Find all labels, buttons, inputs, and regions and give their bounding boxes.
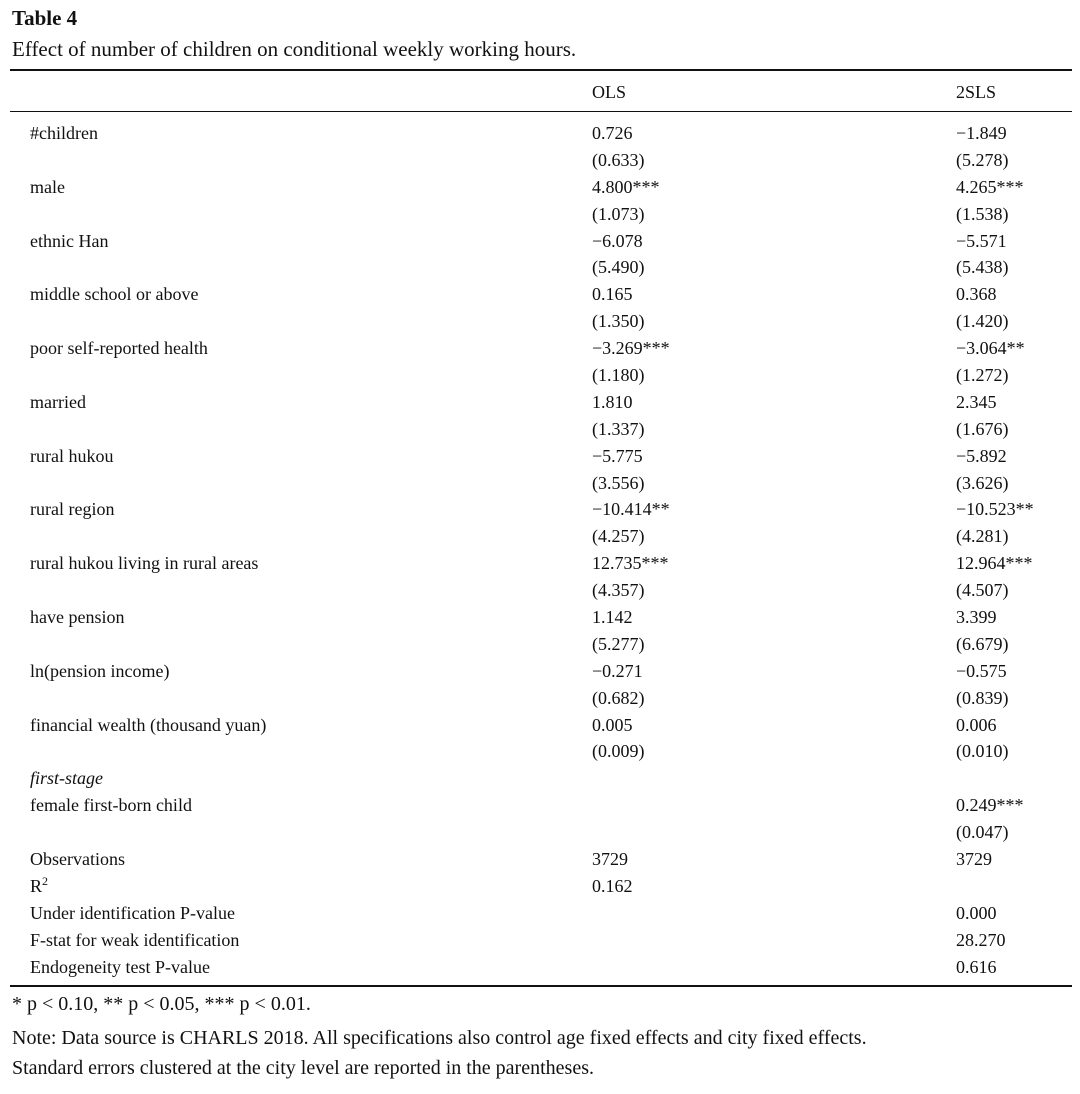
ols-cell: (4.257) [592, 526, 645, 547]
2sls-cell: −5.892 [956, 445, 1007, 466]
ols-cell: 0.165 [592, 284, 633, 305]
table-row [10, 658, 1072, 685]
2sls-cell: 0.006 [956, 714, 997, 735]
superscript: 2 [42, 873, 49, 888]
table-row [10, 685, 1072, 712]
row-label: #children [30, 123, 98, 143]
ols-cell: (5.277) [592, 633, 645, 654]
2sls-cell: (3.626) [956, 472, 1009, 493]
table-row [10, 631, 1072, 658]
ols-cell: 0.162 [592, 875, 633, 896]
row-label: $R^2$ [30, 873, 49, 896]
row-label: Endogeneity test P-value [30, 956, 210, 977]
row-label: have pension [30, 607, 125, 628]
bottom-rule [10, 985, 1072, 987]
2sls-cell: −1.849 [956, 123, 1007, 143]
2sls-cell: 12.964*** [956, 553, 1033, 574]
table-row [10, 443, 1072, 470]
row-label: male [30, 176, 65, 197]
ols-cell: 0.726 [592, 123, 633, 143]
column-header-2sls: 2SLS [956, 82, 997, 102]
table-row [10, 470, 1072, 497]
table-row [10, 416, 1072, 443]
ols-cell: (1.350) [592, 311, 645, 332]
ols-cell: −3.269*** [592, 338, 670, 359]
table-row [10, 927, 1072, 954]
row-label: Under identification P-value [30, 902, 235, 923]
2sls-cell: 2.345 [956, 391, 997, 412]
significance-footnote: * p < 0.10, ** p < 0.05, *** p < 0.01. [12, 993, 311, 1015]
table-row [10, 335, 1072, 362]
ols-cell: 0.005 [592, 714, 633, 735]
2sls-cell: (6.679) [956, 633, 1009, 654]
table-row [10, 281, 1072, 308]
2sls-cell: 0.000 [956, 902, 997, 923]
ols-cell: (4.357) [592, 580, 645, 601]
row-label: financial wealth (thousand yuan) [30, 714, 267, 735]
table-row [10, 873, 1072, 900]
ols-cell: (1.337) [592, 418, 645, 439]
2sls-cell: 0.616 [956, 956, 997, 977]
row-label: rural hukou living in rural areas [30, 553, 259, 574]
ols-cell: (3.556) [592, 472, 645, 493]
table-row [10, 792, 1072, 819]
2sls-cell: (0.839) [956, 687, 1009, 708]
2sls-cell: −0.575 [956, 660, 1007, 681]
row-label: rural hukou [30, 445, 114, 466]
row-label: rural region [30, 499, 115, 520]
table-row [10, 147, 1072, 174]
table-body [10, 120, 1072, 981]
2sls-cell: 4.265*** [956, 176, 1024, 197]
ols-cell: (0.633) [592, 149, 645, 170]
row-label: ln(pension income) [30, 660, 170, 681]
table-row [10, 846, 1072, 873]
ols-cell: 4.800*** [592, 176, 660, 197]
2sls-cell: 0.368 [956, 284, 997, 305]
row-label: married [30, 391, 86, 412]
row-label: middle school or above [30, 284, 199, 305]
2sls-cell: (1.538) [956, 203, 1009, 224]
ols-cell: (5.490) [592, 257, 645, 278]
ols-cell: −5.775 [592, 445, 643, 466]
table-row [10, 954, 1072, 981]
ols-cell: −6.078 [592, 230, 643, 251]
row-label: female first-born child [30, 795, 192, 816]
2sls-cell: (1.272) [956, 365, 1009, 386]
ols-cell: (1.180) [592, 365, 645, 386]
row-label: first-stage [30, 768, 104, 789]
ols-cell: 1.810 [592, 391, 633, 412]
table-row [10, 819, 1072, 846]
2sls-cell: 0.249*** [956, 795, 1024, 816]
2sls-cell: −10.523** [956, 499, 1034, 520]
ols-cell: (0.682) [592, 687, 645, 708]
table-row [10, 120, 1072, 147]
2sls-cell: (5.438) [956, 257, 1009, 278]
row-label: F-stat for weak identification [30, 929, 240, 950]
2sls-cell: (1.420) [956, 311, 1009, 332]
ols-cell: (1.073) [592, 203, 645, 224]
2sls-cell: 3729 [956, 849, 992, 870]
table-row [10, 550, 1072, 577]
ols-cell: −10.414** [592, 499, 670, 520]
table-row [10, 496, 1072, 523]
2sls-cell: (4.507) [956, 580, 1009, 601]
ols-cell: −0.271 [592, 660, 643, 681]
table-row [10, 900, 1072, 927]
table-row [10, 228, 1072, 255]
row-label: Observations [30, 849, 125, 870]
ols-cell: 12.735*** [592, 553, 669, 574]
table-row [10, 523, 1072, 550]
table-row [10, 254, 1072, 281]
table-row [10, 201, 1072, 228]
table-row [10, 174, 1072, 201]
table-row [10, 308, 1072, 335]
row-label: poor self-reported health [30, 338, 208, 359]
table-row [10, 738, 1072, 765]
header-rule [10, 111, 1072, 112]
2sls-cell: −5.571 [956, 230, 1007, 251]
table-row [10, 765, 1072, 792]
note-line-1: Note: Data source is CHARLS 2018. All specifications also control age fixed effects and city fixed effects. [12, 1027, 867, 1049]
top-rule [10, 69, 1072, 71]
2sls-cell: (4.281) [956, 526, 1009, 547]
2sls-cell: (5.278) [956, 149, 1009, 170]
2sls-cell: (0.047) [956, 822, 1009, 843]
note-line-2: Standard errors clustered at the city level are reported in the parentheses. [12, 1057, 594, 1079]
ols-cell: (0.009) [592, 741, 645, 762]
2sls-cell: (1.676) [956, 418, 1009, 439]
2sls-cell: 28.270 [956, 929, 1006, 950]
table-row [10, 577, 1072, 604]
table-row [10, 389, 1072, 416]
table-caption: Effect of number of children on conditional weekly working hours. [12, 37, 577, 61]
2sls-cell: −3.064** [956, 338, 1025, 359]
ols-cell: 1.142 [592, 607, 633, 628]
row-label: ethnic Han [30, 230, 109, 251]
ols-cell: 3729 [592, 849, 628, 870]
table-row [10, 604, 1072, 631]
table-label: Table 4 [12, 6, 78, 30]
2sls-cell: (0.010) [956, 741, 1009, 762]
table-row [10, 712, 1072, 739]
2sls-cell: 3.399 [956, 607, 997, 628]
column-header-ols: OLS [592, 82, 627, 102]
table-row [10, 362, 1072, 389]
